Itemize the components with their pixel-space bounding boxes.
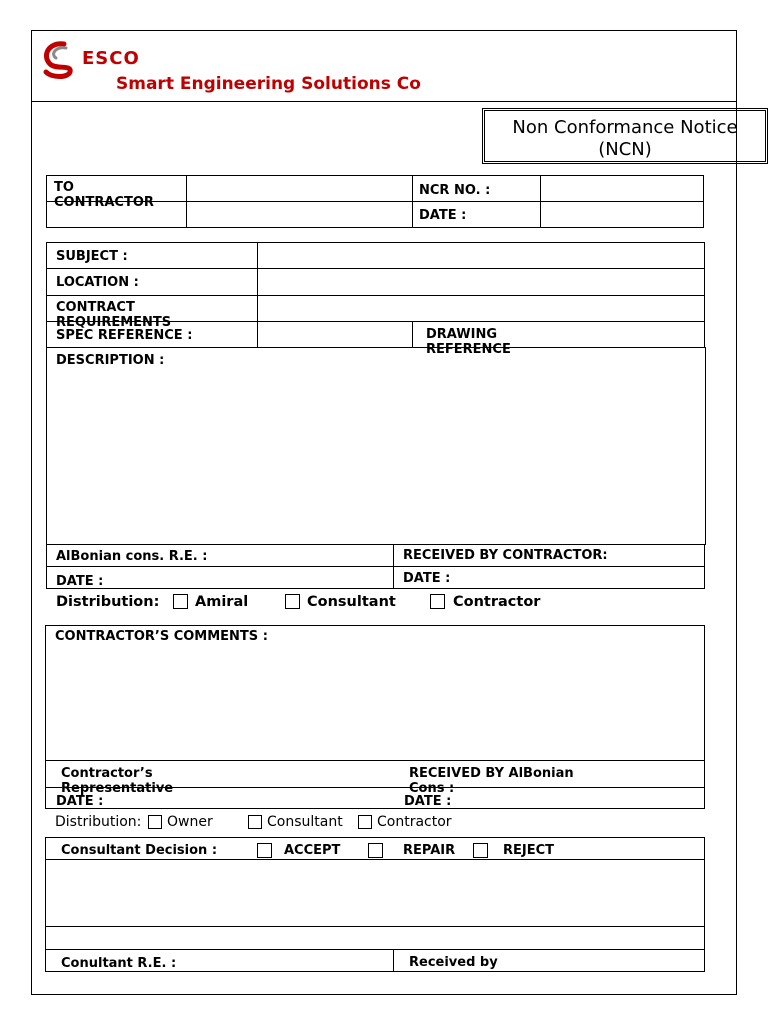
logo-text: ESCO bbox=[82, 48, 140, 69]
location-field[interactable] bbox=[258, 269, 704, 294]
contractor-label-2: Contractor bbox=[377, 814, 452, 830]
owner-label: Owner bbox=[167, 814, 213, 830]
to-contractor-field[interactable] bbox=[187, 176, 411, 200]
distribution-row-2 bbox=[55, 812, 655, 832]
owner-checkbox[interactable] bbox=[148, 815, 162, 829]
drawing-reference-label: DRAWING REFERENCE bbox=[426, 327, 511, 357]
decision-header-divider bbox=[45, 859, 705, 860]
location-label: LOCATION : bbox=[56, 275, 139, 290]
repair-checkbox[interactable] bbox=[368, 843, 383, 858]
signoff1-col-divider bbox=[393, 544, 394, 589]
consultant-checkbox-1[interactable] bbox=[285, 594, 300, 609]
contractor-comments-field[interactable] bbox=[50, 648, 700, 756]
repair-label: REPAIR bbox=[403, 843, 456, 858]
accept-checkbox[interactable] bbox=[257, 843, 272, 858]
subject-field[interactable] bbox=[258, 243, 704, 267]
comments-date-right: DATE : bbox=[404, 794, 452, 809]
description-field[interactable] bbox=[50, 372, 700, 540]
spec-reference-field[interactable] bbox=[258, 322, 411, 347]
albonian-signature-line bbox=[604, 787, 705, 788]
albonian-re-label: AlBonian cons. R.E. : bbox=[56, 549, 208, 564]
consultant-decision-label: Consultant Decision : bbox=[61, 843, 218, 858]
ncr-no-label: NCR NO. : bbox=[419, 183, 491, 198]
amiral-checkbox[interactable] bbox=[173, 594, 188, 609]
consultant-label-1: Consultant bbox=[307, 594, 396, 610]
comments-date-left: DATE : bbox=[56, 794, 104, 809]
reject-label: REJECT bbox=[503, 843, 555, 858]
contractor-checkbox-1[interactable] bbox=[430, 594, 445, 609]
accept-label: ACCEPT bbox=[284, 843, 341, 858]
signoff1-row-divider bbox=[46, 566, 705, 567]
date-field-top[interactable] bbox=[541, 202, 703, 227]
rep-signature-line bbox=[257, 787, 393, 788]
contract-requirements-label: CONTRACT REQUIREMENTS bbox=[56, 300, 172, 330]
signoff1-date-left: DATE : bbox=[56, 574, 104, 589]
decision-footer-divider bbox=[45, 949, 705, 950]
top-table-col2 bbox=[412, 175, 413, 228]
ncn-title-line2: (NCN) bbox=[598, 139, 652, 160]
contract-requirements-field[interactable] bbox=[258, 296, 704, 320]
contractor-label-1: Contractor bbox=[453, 594, 541, 610]
received-by-label: Received by bbox=[409, 955, 498, 970]
received-by-contractor-label: RECEIVED BY CONTRACTOR: bbox=[403, 548, 608, 563]
distribution-row-1 bbox=[56, 592, 656, 614]
distribution-label-1: Distribution: bbox=[56, 594, 160, 610]
decision-footer-col bbox=[393, 949, 394, 972]
contractor-representative-label: Contractor’s Representative bbox=[61, 766, 174, 796]
subject-label: SUBJECT : bbox=[56, 249, 128, 264]
received-by-albonian-label: RECEIVED BY AlBonian Cons : bbox=[409, 766, 574, 796]
consultant-label-2: Consultant bbox=[267, 814, 343, 830]
header-divider bbox=[31, 101, 737, 102]
consultant-re-label: Conultant R.E. : bbox=[61, 956, 177, 971]
consultant-checkbox-2[interactable] bbox=[248, 815, 262, 829]
company-name: Smart Engineering Solutions Co bbox=[116, 74, 421, 94]
contractor-checkbox-2[interactable] bbox=[358, 815, 372, 829]
ncn-title-box bbox=[482, 108, 768, 164]
date-label-top: DATE : bbox=[419, 208, 467, 223]
amiral-label: Amiral bbox=[195, 594, 249, 610]
reject-checkbox[interactable] bbox=[473, 843, 488, 858]
distribution-label-2: Distribution: bbox=[55, 814, 142, 830]
ncr-no-field[interactable] bbox=[541, 176, 703, 200]
signoff1-date-right: DATE : bbox=[403, 571, 451, 586]
details-spec-divider bbox=[412, 321, 413, 348]
decision-notes-field[interactable] bbox=[48, 862, 702, 924]
description-label: DESCRIPTION : bbox=[56, 353, 165, 368]
ncn-title-line1: Non Conformance Notice bbox=[512, 117, 738, 138]
decision-body-divider bbox=[45, 926, 705, 927]
comments-divider bbox=[45, 760, 705, 761]
spec-reference-label: SPEC REFERENCE : bbox=[56, 328, 193, 343]
to-contractor-label: TO CONTRACTOR bbox=[54, 180, 154, 210]
contractor-comments-label: CONTRACTOR’S COMMENTS : bbox=[55, 629, 268, 644]
